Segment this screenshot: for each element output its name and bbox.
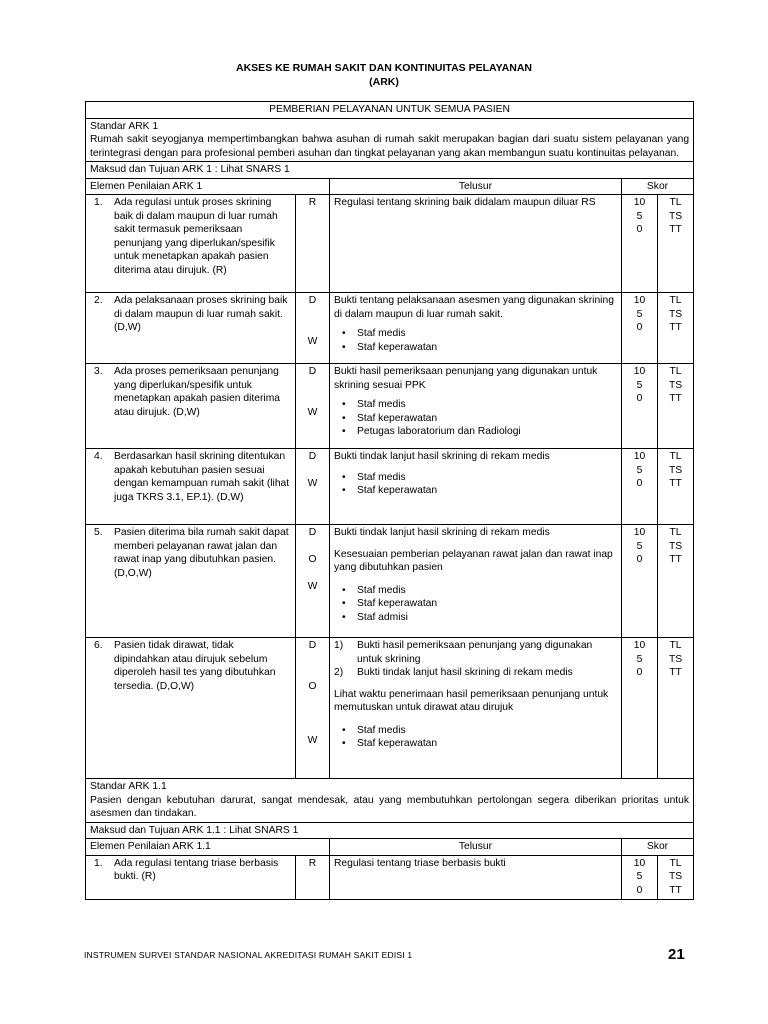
score-value: 10 (633, 451, 646, 462)
row-elemen-text: Ada pelaksanaan proses skrining baik di dalam maupun di luar rumah sakit. (D,W) (114, 295, 288, 333)
score-value: 0 (636, 478, 643, 489)
scale-value: TT (669, 884, 682, 896)
section-header: PEMBERIAN PELAYANAN UNTUK SEMUA PASIEN (86, 102, 694, 119)
row-elemen-text: Ada regulasi tentang triase berbasis bukti. (R) (114, 857, 279, 882)
row-number: 3. (94, 366, 103, 377)
scale-value: TL (669, 857, 682, 869)
list-item: • Petugas laboratorium dan Radiologi (334, 425, 617, 439)
row-code: O (308, 680, 317, 692)
score-value: 5 (636, 464, 643, 476)
page-number: 21 (668, 946, 685, 963)
list-item: • Staf medis (334, 327, 617, 341)
scale-value: TT (669, 393, 682, 404)
score-value: 10 (633, 295, 646, 306)
row-number: 4. (94, 451, 103, 462)
row-code: O (308, 554, 317, 565)
col-header-elemen: Elemen Penilaian ARK 1.1 (86, 839, 330, 856)
col-header-skor: Skor (622, 178, 694, 195)
scale-value: TS (668, 540, 683, 552)
score-value: 5 (636, 308, 643, 320)
page-footer: INSTRUMEN SURVEI STANDAR NASIONAL AKREDITASI RUMAH SAKIT EDISI 1 (84, 950, 413, 960)
list-item: • Staf keperawatan (334, 484, 617, 498)
score-value: 0 (636, 884, 643, 896)
scale-value: TS (668, 871, 683, 882)
row-elemen-text: Berdasarkan hasil skrining ditentukan apakah kebutuhan pasien sesuai dengan kemampuan rumah sakit (lihat juga TKRS 3.1, EP.1). (D,W) (114, 451, 290, 503)
list-item: • Staf keperawatan (334, 412, 617, 426)
intent-ark11: Maksud dan Tujuan ARK 1.1 : Lihat SNARS 1 (86, 822, 694, 839)
standard-ark1-text: Rumah sakit seyogjanya mempertimbangkan bahwa asuhan di rumah sakit merupakan bagian dari suatu sistem pelayanan yang terintegrasi dengan para profesional pemberi asuhan dan tingkat pelayanan yang akan membangun suatu kontinuitas pelayanan. (90, 134, 690, 159)
row-telusur: Bukti tentang pelaksanaan asesmen yang digunakan skrining di dalam maupun di luar rumah sakit. (334, 295, 614, 320)
row-elemen-text: Pasien diterima bila rumah sakit dapat memberi pelayanan rawat jalan dan rawat inap yang dibutuhkan pasien. (D,O,W) (114, 527, 289, 579)
list-item (334, 639, 617, 666)
row-code: D (308, 451, 317, 462)
standard-ark11-text: Pasien dengan kebutuhan darurat, sangat mendesak, atau yang membutuhkan pertolongan segera diberikan prioritas untuk asesmen dan tindakan. (90, 794, 690, 819)
score-value: 5 (636, 871, 643, 882)
row-code: W (307, 581, 318, 592)
row-elemen-text: Ada proses pemeriksaan penunjang yang diperlukan/spesifik untuk menetapkan apakah pasien diterima atau dirujuk. (D,W) (114, 366, 281, 418)
score-value: 10 (633, 527, 646, 538)
col-header-skor: Skor (622, 839, 694, 856)
interviewee-list (334, 584, 617, 625)
scale-value: TL (669, 197, 682, 208)
list-item: • Staf medis (334, 398, 617, 412)
list-item: • Staf keperawatan (334, 737, 617, 751)
row-number: 2. (94, 295, 103, 306)
scale-value: TS (668, 308, 683, 320)
score-value: 5 (636, 653, 643, 665)
row-code: R (308, 857, 317, 869)
table-row (86, 449, 694, 525)
standard-ark1-label: Standar ARK 1 (90, 120, 159, 132)
interviewee-list (334, 327, 617, 354)
scale-value: TT (669, 667, 682, 678)
row-code: R (308, 197, 317, 208)
row-telusur-observasi: Lihat waktu penerimaan hasil pemeriksaan penunjang untuk memutuskan untuk dirawat atau dirujuk (334, 688, 609, 713)
row-number: 1. (94, 197, 103, 208)
scale-value: TS (668, 379, 683, 391)
list-item: • Staf medis (334, 471, 617, 485)
row-telusur-observasi: Kesesuaian pemberian pelayanan rawat jalan dan rawat inap yang dibutuhkan pasien (334, 548, 613, 573)
table-row (86, 638, 694, 779)
scale-value: TS (668, 210, 683, 222)
scale-value: TT (669, 554, 682, 565)
interviewee-list (334, 398, 617, 439)
row-code: W (307, 335, 318, 347)
row-code: D (308, 527, 317, 538)
row-telusur: Bukti tindak lanjut hasil skrining di rekam medis (334, 451, 550, 462)
score-value: 0 (636, 667, 643, 678)
scale-value: TT (669, 322, 682, 333)
list-text: Bukti hasil pemeriksaan penunjang yang digunakan untuk skrining (357, 640, 593, 665)
scale-value: TS (668, 653, 683, 665)
scale-value: TT (669, 224, 682, 235)
score-value: 0 (636, 322, 643, 333)
document-list (334, 639, 617, 680)
interviewee-list (334, 724, 617, 751)
score-value: 0 (636, 224, 643, 235)
row-telusur: Regulasi tentang triase berbasis bukti (334, 857, 506, 869)
table-row (86, 364, 694, 449)
standard-ark11 (86, 779, 694, 823)
score-value: 10 (633, 640, 646, 651)
table-row (86, 855, 694, 899)
list-item: • Staf keperawatan (334, 597, 617, 611)
scale-value: TL (669, 527, 682, 538)
score-value: 0 (636, 554, 643, 565)
col-header-telusur: Telusur (330, 178, 622, 195)
row-code: D (308, 640, 317, 651)
row-code: W (307, 734, 318, 746)
row-telusur: Bukti tindak lanjut hasil skrining di rekam medis (334, 527, 550, 538)
table-row (86, 195, 694, 293)
score-value: 10 (633, 857, 646, 869)
scale-value: TL (669, 295, 682, 306)
list-item: • Staf medis (334, 584, 617, 598)
score-value: 0 (636, 393, 643, 404)
score-value: 5 (636, 210, 643, 222)
list-item: • Staf keperawatan (334, 341, 617, 355)
score-value: 10 (633, 366, 646, 377)
scale-value: TL (669, 366, 682, 377)
interviewee-list (334, 471, 617, 498)
row-code: D (308, 366, 317, 377)
standard-ark11-label: Standar ARK 1.1 (90, 781, 167, 792)
col-header-telusur: Telusur (330, 839, 622, 856)
document-subtitle: (ARK) (369, 76, 399, 88)
list-item: • Staf medis (334, 724, 617, 738)
row-number: 5. (94, 527, 103, 538)
standard-ark1 (86, 118, 694, 162)
scale-value: TL (669, 640, 682, 651)
list-number: 1) (334, 640, 344, 651)
row-number: 1. (94, 857, 103, 869)
scale-value: TL (669, 451, 682, 462)
assessment-table (85, 101, 694, 900)
score-value: 10 (633, 197, 646, 208)
table-row (86, 525, 694, 638)
row-telusur: Bukti hasil pemeriksaan penunjang yang digunakan untuk skrining sesuai PPK (334, 366, 598, 391)
row-elemen-text: Pasien tidak dirawat, tidak dipindahkan atau dirujuk sebelum diperoleh hasil tes yang dibutuhkan tersedia. (D,O,W) (114, 640, 276, 692)
row-telusur: Regulasi tentang skrining baik didalam maupun diluar RS (334, 197, 596, 208)
row-elemen-text: Ada regulasi untuk proses skrining baik di dalam maupun di luar rumah sakit termasuk pemeriksaan penunjang yang diperlukan/spesifik untuk menetapkan apakah pasien diterima atau dirujuk. (R) (114, 197, 278, 276)
list-item: • Staf admisi (334, 611, 617, 625)
score-value: 5 (636, 379, 643, 391)
scale-value: TS (668, 464, 683, 476)
score-value: 5 (636, 540, 643, 552)
list-item (334, 666, 617, 680)
row-code: W (307, 406, 318, 418)
col-header-elemen: Elemen Penilaian ARK 1 (86, 178, 330, 195)
row-code: W (307, 478, 318, 489)
scale-value: TT (669, 478, 682, 489)
list-text: Bukti tindak lanjut hasil skrining di rekam medis (357, 667, 573, 678)
table-row (86, 293, 694, 364)
list-number: 2) (334, 667, 344, 678)
intent-ark1: Maksud dan Tujuan ARK 1 : Lihat SNARS 1 (86, 162, 694, 179)
document-title: AKSES KE RUMAH SAKIT DAN KONTINUITAS PELAYANAN (236, 62, 532, 74)
row-number: 6. (94, 640, 103, 651)
row-code: D (308, 295, 317, 306)
